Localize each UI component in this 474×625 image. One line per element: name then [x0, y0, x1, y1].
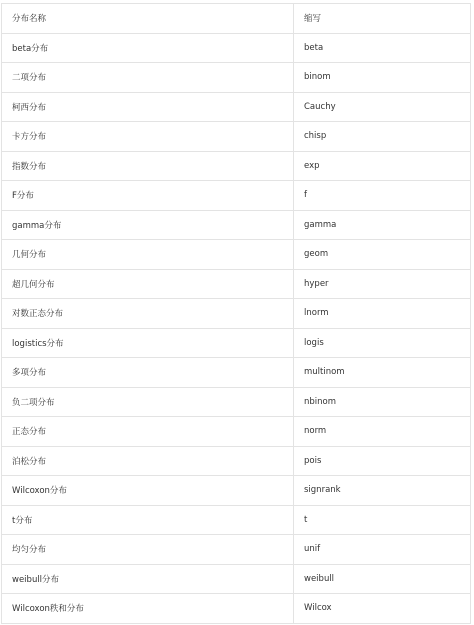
distribution-name-cell: 多项分布 [2, 358, 294, 387]
distribution-name-cell: 对数正态分布 [2, 299, 294, 328]
table-row [2, 358, 471, 388]
table-row [2, 388, 471, 418]
distribution-name-cell: 指数分布 [2, 152, 294, 181]
table-row [2, 594, 471, 624]
table-row [2, 270, 471, 300]
abbreviation-cell: Wilcox [294, 594, 471, 623]
table-row [2, 506, 471, 536]
abbreviation-cell: binom [294, 63, 471, 92]
abbreviation-cell: t [294, 506, 471, 535]
table-row [2, 63, 471, 93]
table-row [2, 211, 471, 241]
distribution-name-cell: 卡方分布 [2, 122, 294, 151]
distribution-name-cell: weibull分布 [2, 565, 294, 594]
table-row [2, 34, 471, 64]
abbreviation-cell: norm [294, 417, 471, 446]
abbreviation-cell: beta [294, 34, 471, 63]
distribution-name-cell: t分布 [2, 506, 294, 535]
table-row [2, 240, 471, 270]
table-row [2, 299, 471, 329]
table-row [2, 535, 471, 565]
abbreviation-cell: nbinom [294, 388, 471, 417]
header-distribution-name: 分布名称 [2, 4, 294, 33]
table-row [2, 565, 471, 595]
abbreviation-cell: logis [294, 329, 471, 358]
abbreviation-cell: chisp [294, 122, 471, 151]
header-abbreviation: 缩写 [294, 4, 471, 33]
distribution-table [1, 3, 471, 624]
abbreviation-cell: signrank [294, 476, 471, 505]
distribution-name-cell: 负二项分布 [2, 388, 294, 417]
distribution-name-cell: 均匀分布 [2, 535, 294, 564]
table-row [2, 152, 471, 182]
table-row [2, 417, 471, 447]
distribution-name-cell: beta分布 [2, 34, 294, 63]
abbreviation-cell: hyper [294, 270, 471, 299]
table-row [2, 93, 471, 123]
abbreviation-cell: weibull [294, 565, 471, 594]
abbreviation-cell: lnorm [294, 299, 471, 328]
distribution-name-cell: 泊松分布 [2, 447, 294, 476]
distribution-name-cell: 几何分布 [2, 240, 294, 269]
table-row [2, 329, 471, 359]
abbreviation-cell: multinom [294, 358, 471, 387]
distribution-name-cell: Wilcoxon分布 [2, 476, 294, 505]
distribution-name-cell: F分布 [2, 181, 294, 210]
distribution-name-cell: 超几何分布 [2, 270, 294, 299]
abbreviation-cell: f [294, 181, 471, 210]
abbreviation-cell: unif [294, 535, 471, 564]
abbreviation-cell: exp [294, 152, 471, 181]
distribution-name-cell: 二项分布 [2, 63, 294, 92]
distribution-name-cell: 柯西分布 [2, 93, 294, 122]
table-row [2, 447, 471, 477]
table-row [2, 476, 471, 506]
abbreviation-cell: geom [294, 240, 471, 269]
distribution-name-cell: Wilcoxon秩和分布 [2, 594, 294, 623]
distribution-name-cell: 正态分布 [2, 417, 294, 446]
table-row [2, 122, 471, 152]
table-row [2, 181, 471, 211]
abbreviation-cell: Cauchy [294, 93, 471, 122]
distribution-name-cell: logistics分布 [2, 329, 294, 358]
abbreviation-cell: gamma [294, 211, 471, 240]
abbreviation-cell: pois [294, 447, 471, 476]
distribution-name-cell: gamma分布 [2, 211, 294, 240]
table-header-row [2, 4, 471, 34]
